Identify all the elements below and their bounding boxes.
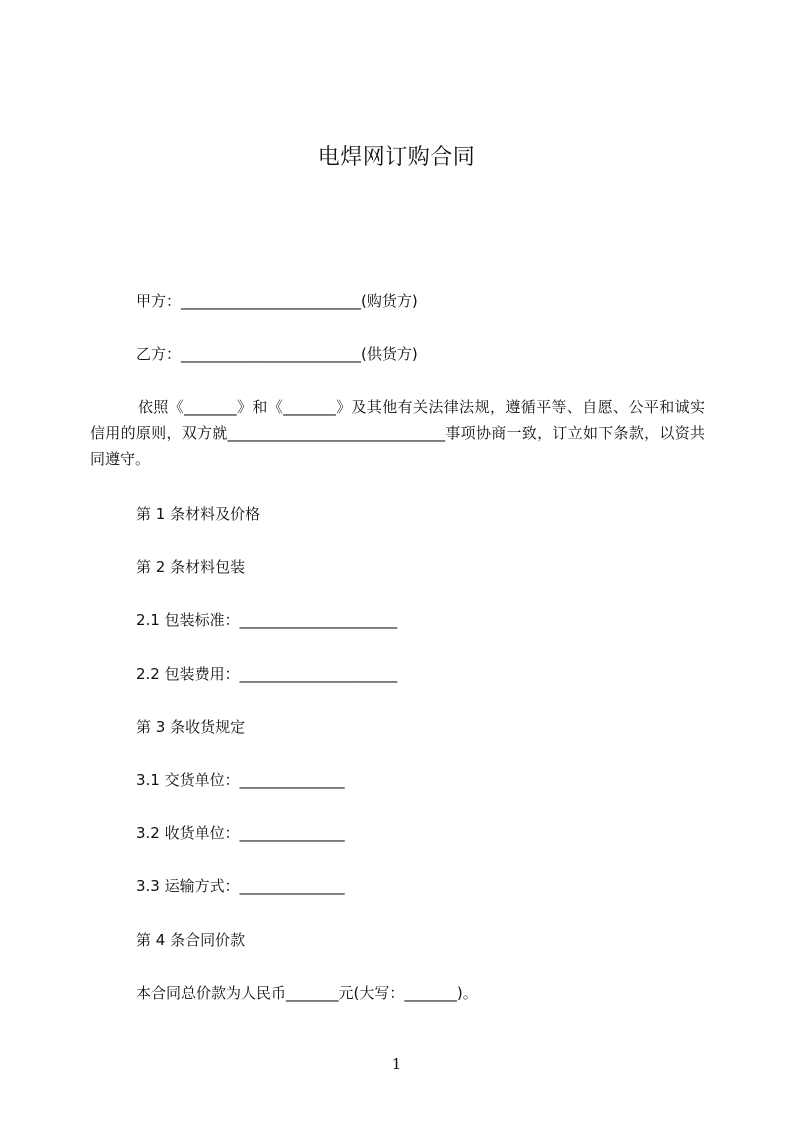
party-a-line: 甲方：________________________(购货方)	[136, 292, 418, 310]
item-2-2: 2.2 包装费用：_____________________	[136, 665, 398, 683]
item-2-1: 2.1 包装标准：_____________________	[136, 611, 398, 629]
price-clause: 本合同总价款为人民币_______元(大写：_______)。	[136, 984, 478, 1002]
article-3-heading: 第 3 条收货规定	[136, 718, 246, 736]
item-3-1: 3.1 交货单位：______________	[136, 771, 345, 789]
page-number: 1	[391, 1055, 402, 1073]
preamble-paragraph: 依照《_______》和《_______》及其他有关法律法规，遵循平等、自愿、公平和诚实信用的原则，双方就_____________________________事项协商一致，订立如下条款，以资共同遵守。	[90, 398, 705, 468]
article-4-heading: 第 4 条合同价款	[136, 931, 246, 949]
item-3-3: 3.3 运输方式：______________	[136, 877, 345, 895]
article-2-heading: 第 2 条材料包装	[136, 558, 246, 576]
document-title: 电焊网订购合同	[317, 145, 476, 170]
article-1-heading: 第 1 条材料及价格	[136, 505, 261, 523]
party-b-line: 乙方：________________________(供货方)	[136, 345, 418, 363]
item-3-2: 3.2 收货单位：______________	[136, 824, 345, 842]
